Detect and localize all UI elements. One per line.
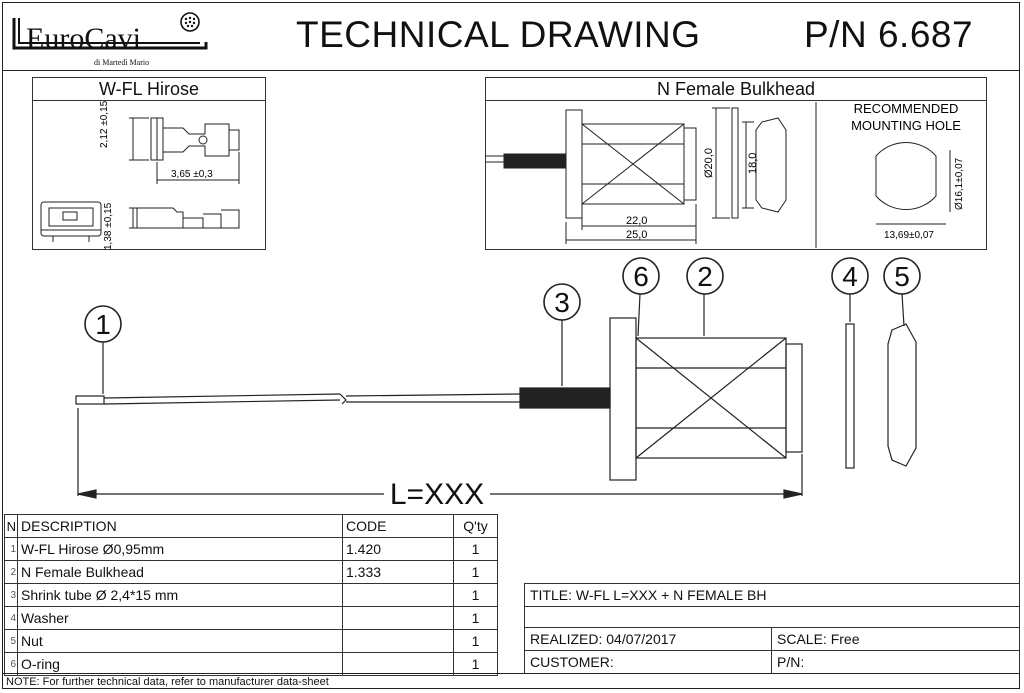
dim-d161: Ø16,1±0,07 xyxy=(954,157,965,210)
assembly-drawing xyxy=(0,250,1024,510)
title-block-customer: CUSTOMER: xyxy=(525,651,772,674)
balloon-4-label: 4 xyxy=(842,261,858,292)
balloon-6-label: 6 xyxy=(633,261,649,292)
table-row xyxy=(5,561,498,584)
dim-138: 1,38 ±0,15 xyxy=(103,202,114,250)
bom-cell-code xyxy=(343,630,454,653)
page-title: TECHNICAL DRAWING xyxy=(296,14,701,55)
bom-header-n: N xyxy=(5,515,18,538)
mounting-title-line1: RECOMMENDED xyxy=(853,101,959,116)
dim-22: 22,0 xyxy=(626,215,648,227)
bom-cell-qty: 1 xyxy=(454,584,498,607)
dim-d20: Ø20,0 xyxy=(703,148,715,178)
table-row xyxy=(5,538,498,561)
bom-header-qty: Q'ty xyxy=(454,515,498,538)
bulkhead-drawing xyxy=(486,100,986,250)
bom-cell-description: O-ring xyxy=(18,653,343,676)
bom-header-code: CODE xyxy=(343,515,454,538)
bom-table xyxy=(4,514,498,676)
table-row xyxy=(5,607,498,630)
logo-text: EuroCavi xyxy=(26,22,141,55)
bom-cell-n: 4 xyxy=(5,607,18,630)
length-label: L=XXX xyxy=(389,478,485,510)
table-row xyxy=(5,630,498,653)
bom-cell-description: N Female Bulkhead xyxy=(18,561,343,584)
title-block-pn: P/N: xyxy=(772,651,1020,674)
title-block-realized: REALIZED: 04/07/2017 xyxy=(525,628,772,651)
bom-cell-description: Shrink tube Ø 2,4*15 mm xyxy=(18,584,343,607)
bulkhead-title: N Female Bulkhead xyxy=(486,78,986,101)
wfl-hirose-title: W-FL Hirose xyxy=(33,78,265,101)
title-block-title: TITLE: W-FL L=XXX + N FEMALE BH xyxy=(525,584,1020,607)
bom-cell-n: 6 xyxy=(5,653,18,676)
wfl-hirose-panel xyxy=(32,77,266,250)
logo-subtitle: di Martedì Mario xyxy=(94,58,150,67)
table-row xyxy=(5,584,498,607)
balloon-1-label: 1 xyxy=(95,309,111,340)
dim-25: 25,0 xyxy=(626,229,648,241)
header-divider xyxy=(2,70,1020,71)
bom-header-row xyxy=(5,515,498,538)
dim-1369: 13,69±0,07 xyxy=(884,230,934,241)
bom-cell-description: W-FL Hirose Ø0,95mm xyxy=(18,538,343,561)
bom-cell-description: Washer xyxy=(18,607,343,630)
title-block-scale: SCALE: Free xyxy=(772,628,1020,651)
bom-cell-qty: 1 xyxy=(454,538,498,561)
bom-cell-code xyxy=(343,607,454,630)
bom-cell-n: 2 xyxy=(5,561,18,584)
n-female-bulkhead-panel xyxy=(485,77,987,250)
footer-note: NOTE: For further technical data, refer to manufacturer data-sheet xyxy=(6,676,329,688)
dim-212: 2,12 ±0,15 xyxy=(99,100,110,148)
wfl-hirose-drawing xyxy=(33,100,265,250)
bom-cell-qty: 1 xyxy=(454,561,498,584)
bom-cell-qty: 1 xyxy=(454,607,498,630)
bom-cell-code: 1.420 xyxy=(343,538,454,561)
bom-cell-n: 1 xyxy=(5,538,18,561)
bom-cell-code: 1.333 xyxy=(343,561,454,584)
balloon-5-label: 5 xyxy=(894,261,910,292)
mounting-title-line2: MOUNTING HOLE xyxy=(851,118,961,133)
note-divider xyxy=(2,673,1020,674)
bom-cell-qty: 1 xyxy=(454,653,498,676)
bom-cell-n: 5 xyxy=(5,630,18,653)
part-number: P/N 6.687 xyxy=(804,14,974,55)
title-block-spacer xyxy=(525,607,1020,628)
dim-365: 3,65 ±0,3 xyxy=(171,169,213,180)
balloon-2-label: 2 xyxy=(697,261,713,292)
dim-18: 18,0 xyxy=(747,152,759,174)
title-block xyxy=(524,583,1020,674)
bom-header-description: DESCRIPTION xyxy=(18,515,343,538)
bom-cell-qty: 1 xyxy=(454,630,498,653)
bom-cell-n: 3 xyxy=(5,584,18,607)
bom-cell-description: Nut xyxy=(18,630,343,653)
eurocavi-logo xyxy=(10,10,210,67)
balloon-3-label: 3 xyxy=(554,287,570,318)
bom-cell-code xyxy=(343,584,454,607)
